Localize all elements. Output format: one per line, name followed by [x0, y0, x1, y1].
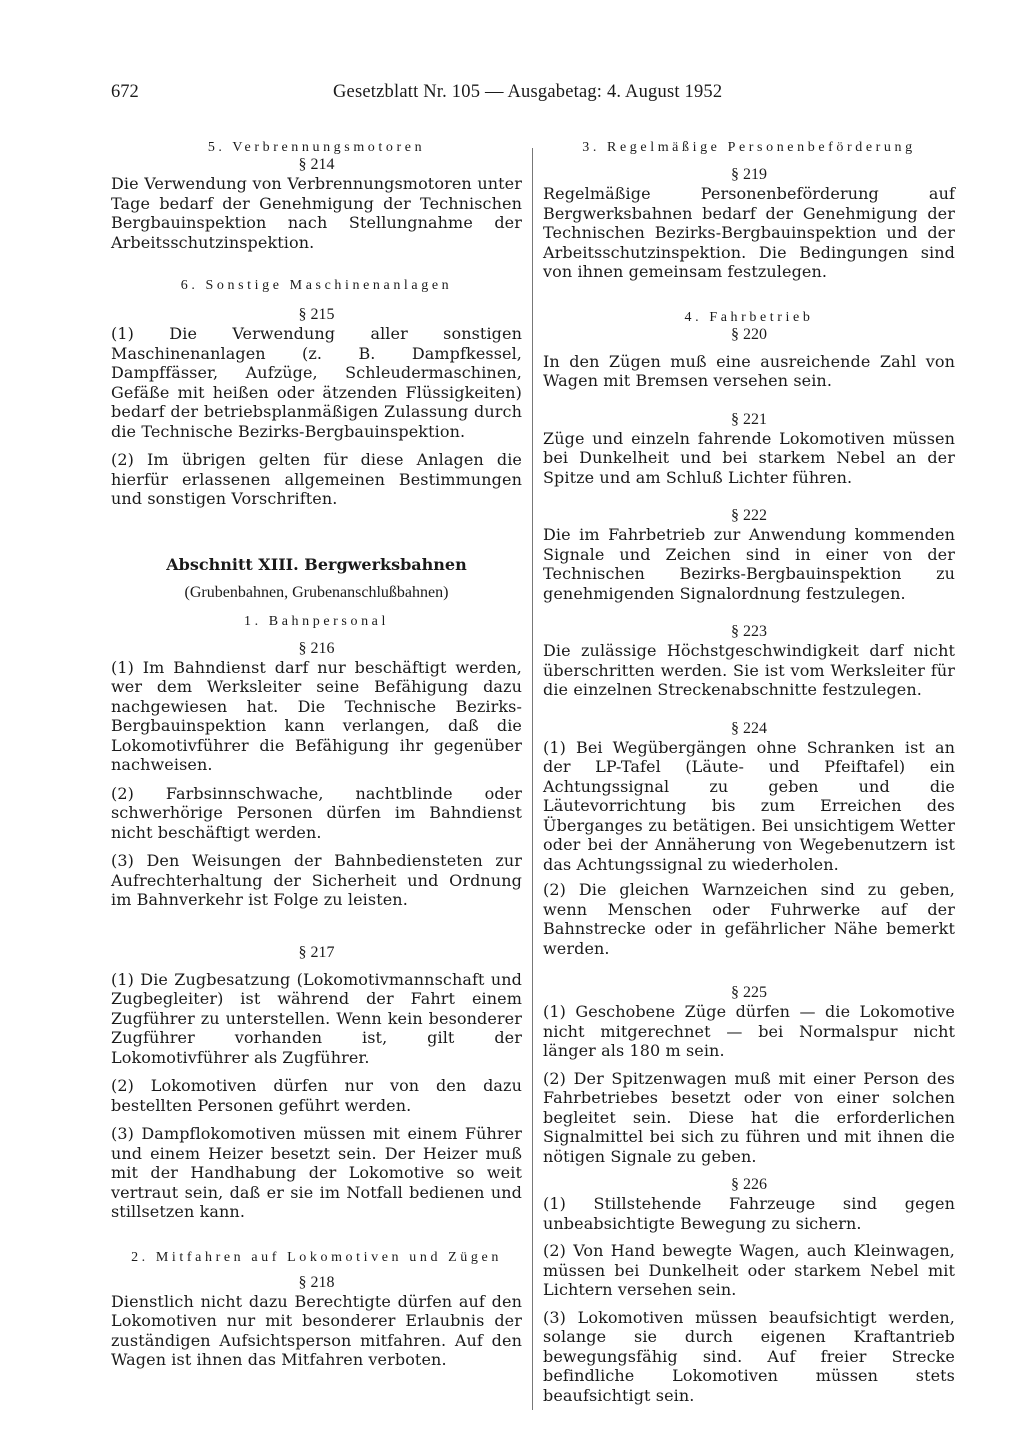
paragraph-text: (1) Stillstehende Fahrzeuge sind gegen unbeabsichtigte Bewegung zu sichern.: [543, 1194, 955, 1233]
gazette-title: Gesetzblatt Nr. 105 — Ausgabetag: 4. August 1952: [333, 82, 723, 102]
paragraph-text: (1) Bei Wegübergängen ohne Schranken ist an der LP-Tafel (Läute- und Pfeiftafel) ein Achtungssignal zu geben und die Läutevorrichtung bis zum Erreichen des Überganges zu betätigen. Bei unsichtigem Wetter oder bei der Annäherung von Wegebenutzern ist das Achtungssignal zu wiederholen.: [543, 737, 955, 874]
paragraph-text: Die Verwendung von Verbrennungsmotoren unter Tage bedarf der Genehmigung der Technischen Bergbauinspektion nach Stellungnahme der Arbeitsschutzinspektion.: [111, 174, 522, 252]
paragraph-number: § 214: [298, 156, 335, 173]
paragraph-text: (3) Lokomotiven müssen beaufsichtigt werden, solange sie durch eigenen Kraftantrieb bewegungsfähig sind. Auf freier Strecke befindliche Lokomotiven müssen stets beaufsichtigt sein.: [543, 1307, 955, 1405]
paragraph-number: § 218: [298, 1273, 335, 1291]
paragraph-number: § 225: [731, 984, 767, 1001]
page-number: 672: [111, 82, 139, 102]
page-header: [111, 82, 961, 110]
paragraph-text: (2) Im übrigen gelten für diese Anlagen die hierfür erlassenen allgemeinen Bestimmungen und sonstigen Vorschriften.: [111, 450, 522, 508]
paragraph-text: (1) Die Zugbesatzung (Lokomotivmannschaft und Zugbegleiter) ist während der Fahrt einem Zugführer zu unterstellen. Wenn kein besonderer Zugführer vorhanden ist, gilt der Lokomotivführer als Zugführer.: [111, 969, 522, 1067]
left-column: [111, 140, 522, 1370]
section-heading: 4. Fahrbetrieb: [684, 309, 814, 325]
paragraph-text: Die im Fahrbetrieb zur Anwendung kommenden Signale und Zeichen sind in einer von der Technischen Bezirks-Bergbauinspektion zu genehmigenden Signalordnung festzulegen.: [543, 525, 955, 603]
section-heading: 5. Verbrennungsmotoren: [207, 140, 426, 155]
chapter-heading: Abschnitt XIII. Bergwerksbahnen: [166, 554, 467, 574]
column-divider: [532, 148, 533, 1410]
section-heading: 1. Bahnpersonal: [244, 613, 389, 629]
section-heading: 3. Regelmäßige Personenbeförderung: [582, 140, 916, 155]
paragraph-number: § 215: [298, 306, 335, 323]
paragraph-text: (1) Im Bahndienst darf nur beschäftigt werden, wer dem Werksleiter seine Befähigung dazu nachgewiesen hat. Die Technische Bezirks-Bergbauinspektion kann verlangen, daß die Lokomotivführer die Befähigung ihr gegenüber nachweisen.: [111, 657, 522, 774]
paragraph-text: (2) Der Spitzenwagen muß mit einer Person des Fahrbetriebes besetzt oder von einer solchen begleitet sein. Diese hat die erforderlichen Signalmittel bei sich zu führen und mit ihnen die nötigen Signale zu geben.: [543, 1068, 955, 1166]
right-column: [543, 140, 955, 1405]
chapter-subheading: (Grubenbahnen, Grubenanschlußbahnen): [184, 583, 449, 601]
paragraph-text: (3) Dampflokomotiven müssen mit einem Führer und einem Heizer besetzt sein. Der Heizer muß mit der Handhabung der Lokomotive so weit vertraut sein, daß er sie im Notfall bedienen und stillsetzen kann.: [111, 1124, 522, 1221]
paragraph-text: In den Zügen muß eine ausreichende Zahl von Wagen mit Bremsen versehen sein.: [543, 351, 955, 390]
paragraph-number: § 217: [298, 943, 335, 961]
paragraph-number: § 220: [731, 325, 767, 343]
paragraph-number: § 222: [731, 507, 767, 524]
paragraph-text: Die zulässige Höchstgeschwindigkeit darf nicht überschritten werden. Sie ist vom Werksleiter für die einzelnen Streckenabschnitte festzulegen.: [543, 641, 955, 699]
paragraph-text: Züge und einzeln fahrende Lokomotiven müssen bei Dunkelheit und bei starkem Nebel an der Spitze und am Schluß Lichter führen.: [543, 428, 955, 487]
paragraph-text: (1) Die Verwendung aller sonstigen Maschinenanlagen (z. B. Dampfkessel, Dampffässer, Aufzüge, Schleudermaschinen, Gefäße mit heißen oder ätzenden Flüssigkeiten) bedarf der betriebsplanmäßigen Zulassung durch die Technische Bezirks-Bergbauinspektion.: [111, 324, 522, 441]
paragraph-text: Regelmäßige Personenbeförderung auf Bergwerksbahnen bedarf der Genehmigung der Technischen Bezirks-Bergbauinspektion und der Arbeitsschutzinspektion. Die Bedingungen sind von ihnen gemeinsam festzulegen.: [543, 184, 955, 281]
section-heading: 2. Mitfahren auf Lokomotiven und Zügen: [131, 1249, 502, 1265]
paragraph-text: (2) Farbsinnschwache, nachtblinde oder schwerhörige Personen dürfen im Bahndienst nicht beschäftigt werden.: [111, 783, 522, 842]
paragraph-text: (1) Geschobene Züge dürfen — die Lokomotive nicht mitgerechnet — bei Normalspur nicht länger als 180 m sein.: [543, 1002, 955, 1060]
paragraph-text: (2) Die gleichen Warnzeichen sind zu geben, wenn Menschen oder Fuhrwerke auf der Bahnstrecke oder in gefährlicher Nähe bemerkt werden.: [543, 880, 955, 958]
paragraph-number: § 223: [731, 623, 767, 640]
paragraph-text: Dienstlich nicht dazu Berechtigte dürfen auf den Lokomotiven nur mit besonderer Erlaubnis der zuständigen Aufsichtsperson mitfahren. Auf den Wagen ist ihnen das Mitfahren verboten.: [111, 1291, 522, 1369]
paragraph-text: (2) Von Hand bewegte Wagen, auch Kleinwagen, müssen bei Dunkelheit oder starkem Nebel mit Lichtern versehen sein.: [543, 1241, 955, 1299]
section-heading: 6. Sonstige Maschinenanlagen: [180, 278, 453, 293]
paragraph-number: § 224: [731, 719, 767, 737]
paragraph-number: § 216: [298, 639, 335, 657]
paragraph-number: § 226: [731, 1176, 767, 1193]
paragraph-text: (2) Lokomotiven dürfen nur von den dazu bestellten Personen geführt werden.: [111, 1076, 522, 1115]
paragraph-text: (3) Den Weisungen der Bahnbediensteten zur Aufrechterhaltung der Sicherheit und Ordnung im Bahnverkehr ist Folge zu leisten.: [111, 851, 522, 909]
paragraph-number: § 221: [731, 410, 767, 428]
paragraph-number: § 219: [731, 166, 767, 183]
